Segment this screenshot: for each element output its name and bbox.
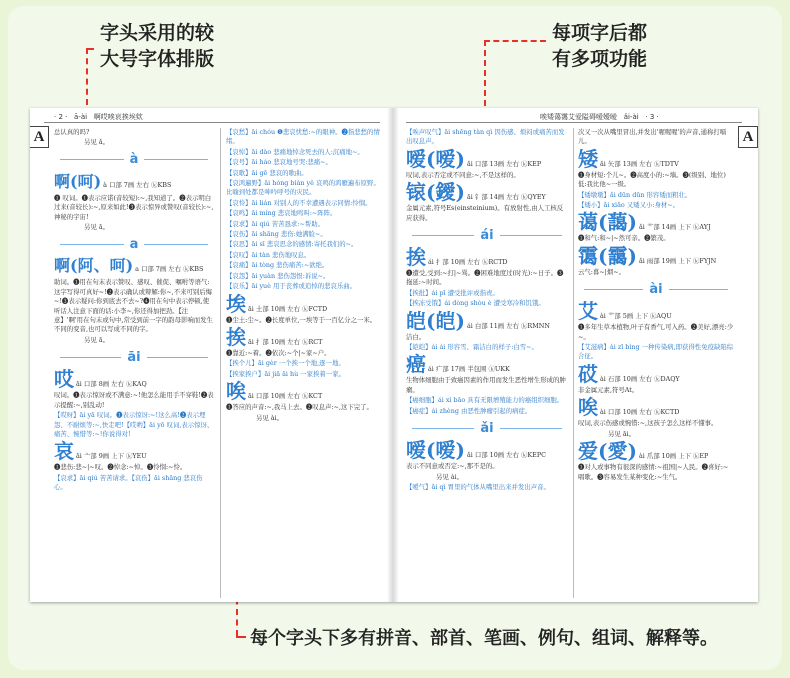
header-rule — [406, 122, 742, 123]
headword: 唉 — [226, 379, 246, 404]
right-column-1 — [406, 128, 568, 598]
left-column-1 — [54, 128, 214, 598]
book-spine — [387, 108, 399, 602]
letter-tab: A — [738, 126, 758, 148]
right-page — [400, 108, 758, 602]
entry-text: 【艾滋病】ài zī bìng 一种传染病,即获得性免疫缺陷综合征。 — [578, 343, 734, 361]
dictionary-entry: 哀āi 亠部 9画 上下 ⓚYEU — [54, 439, 147, 464]
callout-top-right — [552, 20, 702, 72]
entry-text: 洁白。 — [406, 332, 426, 341]
entry-text: 【哀怨】āi yuàn 悲伤怨恨:诉说~。 — [226, 271, 330, 280]
entry-text: 生物体细胞由于致癌因素的作用而发生恶性增生形成的肿瘤。 — [406, 376, 566, 394]
left-column-2 — [226, 128, 380, 598]
entry-text: 【挨批】ái pī 遭受批评或指责。 — [406, 288, 499, 297]
headword: 癌 — [406, 352, 426, 377]
dictionary-entry: 挨āi 扌部 10画 左右 ⓚRCT — [226, 324, 323, 349]
entry-text: 非金属元素,符号At。 — [578, 385, 639, 394]
headword: 嗳(嗳) — [406, 146, 465, 171]
dictionary-entry: 嗳(嗳) ǎi 口部 10画 左右 ⓚKEPC — [406, 438, 547, 463]
entry-text: ❶ 叹词。❶表示应诺(音较短):~,我知道了。❷表示明白过来(音较长):~,原来如此!❸表示惊异或赞叹(音较长):~,神秘的宇宙! — [54, 193, 214, 221]
header-rule — [44, 122, 380, 123]
headword: 蔼(藹) — [578, 210, 637, 235]
entry-text: 助词。❶用在句末表示赞叹、感叹、催促、嘱咐等语气:这字写得可真好~!❷表示确认或辩解:你~,不来可别后悔~!❸表示疑问:你到底去不去~?❹用在句中表示停顿,使听话人注意下面的话:小李~,你还得加把劲。【注意】'啊'用在句末或句中,常受到前一字的韵母影响而发生不同的变音,也可以写成不同的字。 — [54, 278, 213, 334]
headword: 埃 — [226, 291, 246, 316]
section-header: ǎi — [406, 417, 568, 439]
dictionary-entry: 挨ái 扌部 10画 左右 ⓚRCTD — [406, 245, 508, 270]
page-number: · 3 · — [645, 113, 659, 121]
see-also: 另见 ā。 — [84, 335, 110, 344]
dictionary-spread — [30, 108, 758, 602]
headword: 艾 — [578, 299, 598, 324]
entry-text: 云气:暮~|烟~。 — [578, 267, 625, 276]
dictionary-entry: 艾ài 艹部 5画 上下 ⓚAQU — [578, 299, 672, 324]
section-header: à — [54, 149, 214, 171]
headword: 哀 — [54, 439, 74, 464]
entry-text: 叹词,表示否定或不同意:~,不是这样的。 — [406, 170, 520, 179]
dictionary-entry: 唉āi 口部 10画 左右 ⓚKCT — [226, 379, 323, 404]
entry-text: ❶多年生草本植物,叶子有香气,可入药。❷美好,漂亮:少~。 — [578, 323, 734, 341]
entry-text: 【哀思】āi sī 悲哀思念的感情:寄托我们的~。 — [226, 240, 358, 249]
entry-text: 叹词。❶表示惊讶或不满意:~!他怎么能用手不穿鞋!❷表示提醒:~,别乱动! — [54, 391, 214, 409]
entry-text: 【唉声叹气】āi shēng tàn qì 因伤感、烦闷或痛苦而发出叹息声。 — [406, 128, 565, 146]
headword: 砹 — [578, 361, 598, 386]
entry-text: ❶悲伤:悲~|~叹。❷悼念:~悼。❸怜悯:~怜。 — [54, 463, 187, 472]
entry-text: 【癌症】ái zhèng 由恶性肿瘤引起的病症。 — [406, 406, 532, 415]
dictionary-entry: 爱(愛) ài 爪部 10画 上下 ⓚEP — [578, 439, 709, 464]
see-also: 另见 ǎ。 — [84, 138, 110, 147]
leader-line — [484, 40, 546, 42]
headword: 爱(愛) — [578, 439, 637, 464]
dictionary-entry: 砹ài 石部 10画 左右 ⓚDAQY — [578, 361, 680, 386]
entry-text: 【哀乐】āi yuè 用于丧葬或追悼的悲哀乐曲。 — [226, 282, 357, 291]
page-number: · 2 · — [54, 113, 68, 121]
section-header: a — [54, 233, 214, 255]
dictionary-entry: 蔼(藹) ǎi 艹部 14画 上下 ⓚAYJ — [578, 210, 711, 235]
entry-text: ❶尘土:尘~。❷长度单位,一埃等于一百亿分之一米。 — [226, 315, 377, 324]
dictionary-entry: 矮ǎi 矢部 13画 左右 ⓚTDTV — [578, 146, 679, 171]
entry-text: 【哀求】āi qiú 苦苦恳求:~帮助。 — [226, 219, 324, 228]
dictionary-entry: 霭(靄) ǎi 雨部 19画 上下 ⓚFYJN — [578, 243, 717, 268]
entry-text: 【挨家挨户】āi jiā āi hù 一家挨着一家。 — [226, 369, 345, 378]
column-divider — [573, 128, 574, 598]
dictionary-entry: 嗳(嗳) ǎi 口部 13画 左右 ⓚKEP — [406, 146, 542, 171]
headword: 挨 — [406, 245, 426, 270]
left-page — [30, 108, 386, 602]
column-divider — [220, 128, 221, 598]
running-title: 唉矮蔼霭艾爱隘碍嗳嫒暧 — [540, 113, 617, 121]
headword: 啊(呵) — [54, 171, 102, 191]
headword: 唉 — [578, 395, 598, 420]
entry-text: ❶身材短:个儿~。❷高度小的:~墙。❸(级别、地位)低:我比他~一级。 — [578, 170, 726, 189]
headword: 矮 — [578, 146, 598, 171]
running-head — [540, 112, 659, 122]
right-column-2 — [578, 128, 734, 598]
leader-line — [236, 636, 246, 638]
entry-text: ❶靠近:~着。❷依次:~个|~家~户。 — [226, 348, 331, 357]
headword: 锿(鑀) — [406, 180, 465, 205]
dictionary-entry: 皑(皑) ái 白部 11画 左右 ⓚRMNN — [406, 308, 550, 333]
pinyin-range: ā-ài — [74, 113, 88, 121]
entry-text: 【哀叹】āi tàn 悲伤地叹息。 — [226, 250, 311, 259]
entry-text: 【皑皑】ái ái 形容雪、霜洁白的样子:白雪~。 — [406, 343, 538, 352]
section-header: ài — [578, 278, 734, 300]
callout-bottom: 每个字头下多有拼音、部首、笔画、例句、组词、解释等。 — [250, 628, 718, 649]
callout-top-left — [100, 20, 290, 72]
entry-text: 【嗳气】ǎi qì 胃里的气体从嘴里出来并发出声音。 — [406, 482, 550, 491]
callout-text: 大号字体排版 — [100, 48, 215, 70]
entry-text: ❶对人或事物有很深的感情:~祖国|~人民。❷喜好:~唱歌。❸容易发生某种变化:~生气。 — [578, 463, 729, 481]
entry-text: 次又一次从嘴里冒出,并发出'喔喔喔'的声音,通称打嗝儿。 — [578, 128, 727, 146]
dictionary-entry: 癌ái 疒部 17画 半包围 ⓚUKK — [406, 352, 510, 377]
headword: 皑(皑) — [406, 308, 465, 333]
section-header: ái — [406, 224, 568, 246]
see-also: 另见 āi。 — [608, 429, 636, 438]
headword: 挨 — [226, 324, 246, 349]
callout-text: 每项字后都 — [552, 22, 648, 44]
running-head — [54, 112, 143, 122]
entry-text: 【哀鸣】āi míng 悲哀地鸣叫:~阵阵。 — [226, 209, 337, 218]
headword: 哎 — [54, 367, 74, 392]
entry-text: 【哀怜】āi lián 对别人的不幸遭遇表示同情:怜悯。 — [226, 198, 372, 207]
entry-text: 【哀伤】āi shāng 悲伤:她满脸~。 — [226, 230, 327, 239]
entry-text: 【哀号】āi háo 悲哀地号哭:悲痛~。 — [226, 158, 332, 167]
entry-text: ❶和气:和~|~然可亲。❷繁茂。 — [578, 234, 670, 243]
entry-text: 金属元素,符号Es(einsteinium)。有放射性,由人工核反应获得。 — [406, 204, 564, 222]
entry-text: 【哀悼】āi dào 悲痛地悼念死去的人:沉痛地~。 — [226, 147, 364, 156]
dictionary-entry: 唉ài 口部 10画 左右 ⓚKCTD — [578, 395, 680, 420]
see-also: 另见 ài。 — [436, 472, 464, 481]
entry-text: 叹词,表示伤感或惋惜:~,这孩子怎么这样不懂事。 — [578, 419, 718, 428]
entry-text: 【哀鸿遍野】āi hóng biàn yě 哀鸣的鸿雁遍布原野。比喻到处都是呻吟呼号的灾民。 — [226, 179, 380, 197]
dictionary-entry: 锿(鑀) āi 钅部 14画 左右 ⓚQYEY — [406, 180, 546, 205]
callout-text: 字头采用的较 — [100, 22, 215, 44]
entry-text: 【哀求】āi qiú 苦苦请求。【哀伤】āi shāng 悲哀伤心。 — [54, 473, 203, 492]
entry-text: 【哎呀】āi yā 叹词。❶表示惊讶:~!这么高!❷表示埋怨、不耐烦等:~,快走吧!【哎哟】āi yō 叹词,表示惊讶、痛苦、惋惜等:~!你说得对! — [54, 411, 214, 438]
letter-tab: A — [30, 126, 49, 148]
dictionary-entry: 啊(阿、呵) a 口部 7画 左右 ⓚKBS — [54, 256, 204, 276]
dictionary-entry: 啊(呵) à 口部 7画 左右 ⓚKBS — [54, 171, 172, 191]
pinyin-range: ǎi-ài — [623, 113, 639, 121]
see-also: 另见 ā。 — [84, 223, 110, 232]
see-also: 另见 ài。 — [256, 413, 284, 422]
entry-text: 【哀歌】āi gē 悲哀的歌曲。 — [226, 168, 308, 177]
entry-text: ❶遭受,受到:~打|~骂。❷困难地度过(时光):~日子。❸拖延:~时间。 — [406, 269, 564, 287]
entry-text: 【哀痛】āi tòng 悲伤痛苦:~欲绝。 — [226, 261, 329, 270]
headword: 嗳(嗳) — [406, 438, 465, 463]
dictionary-entry: 哎āi 口部 8画 左右 ⓚKAQ — [54, 367, 147, 392]
entry-text: 总认真的吗? — [54, 128, 90, 136]
entry-text: 【癌细胞】ái xì bāo 具有无限增殖能力的癌组织细胞。 — [406, 396, 564, 405]
entry-text: 【哀愁】āi chóu ❶悲哀忧愁:~的眼神。❷指悲愁的情绪。 — [226, 128, 380, 146]
callout-text: 有多项功能 — [552, 48, 648, 70]
entry-text: 【矮小】ǎi xiǎo 又矮又小:身材~。 — [578, 201, 680, 210]
dictionary-entry: 埃āi 土部 10画 左右 ⓚFCTD — [226, 291, 328, 316]
running-title: 啊哎唉哀挨埃欸 — [93, 113, 143, 121]
entry-text: 表示不同意或否定:~,那不是的。 — [406, 462, 499, 471]
headword: 霭(靄) — [578, 243, 637, 268]
headword: 啊(阿、呵) — [54, 256, 134, 276]
section-header: āi — [54, 346, 214, 368]
entry-text: 【挨冻受饿】ái dòng shòu è 遭受寒冷和饥饿。 — [406, 299, 545, 308]
entry-text: 【矮墩墩】ǎi dūn dūn 形容矮而粗壮。 — [578, 190, 692, 199]
entry-text: 【挨个儿】āi gèr 一个挨一个地,逐一地。 — [226, 359, 345, 368]
entry-text: ❶答应的声音:~,我马上去。❷叹息声:~,这下完了。 — [226, 403, 373, 412]
